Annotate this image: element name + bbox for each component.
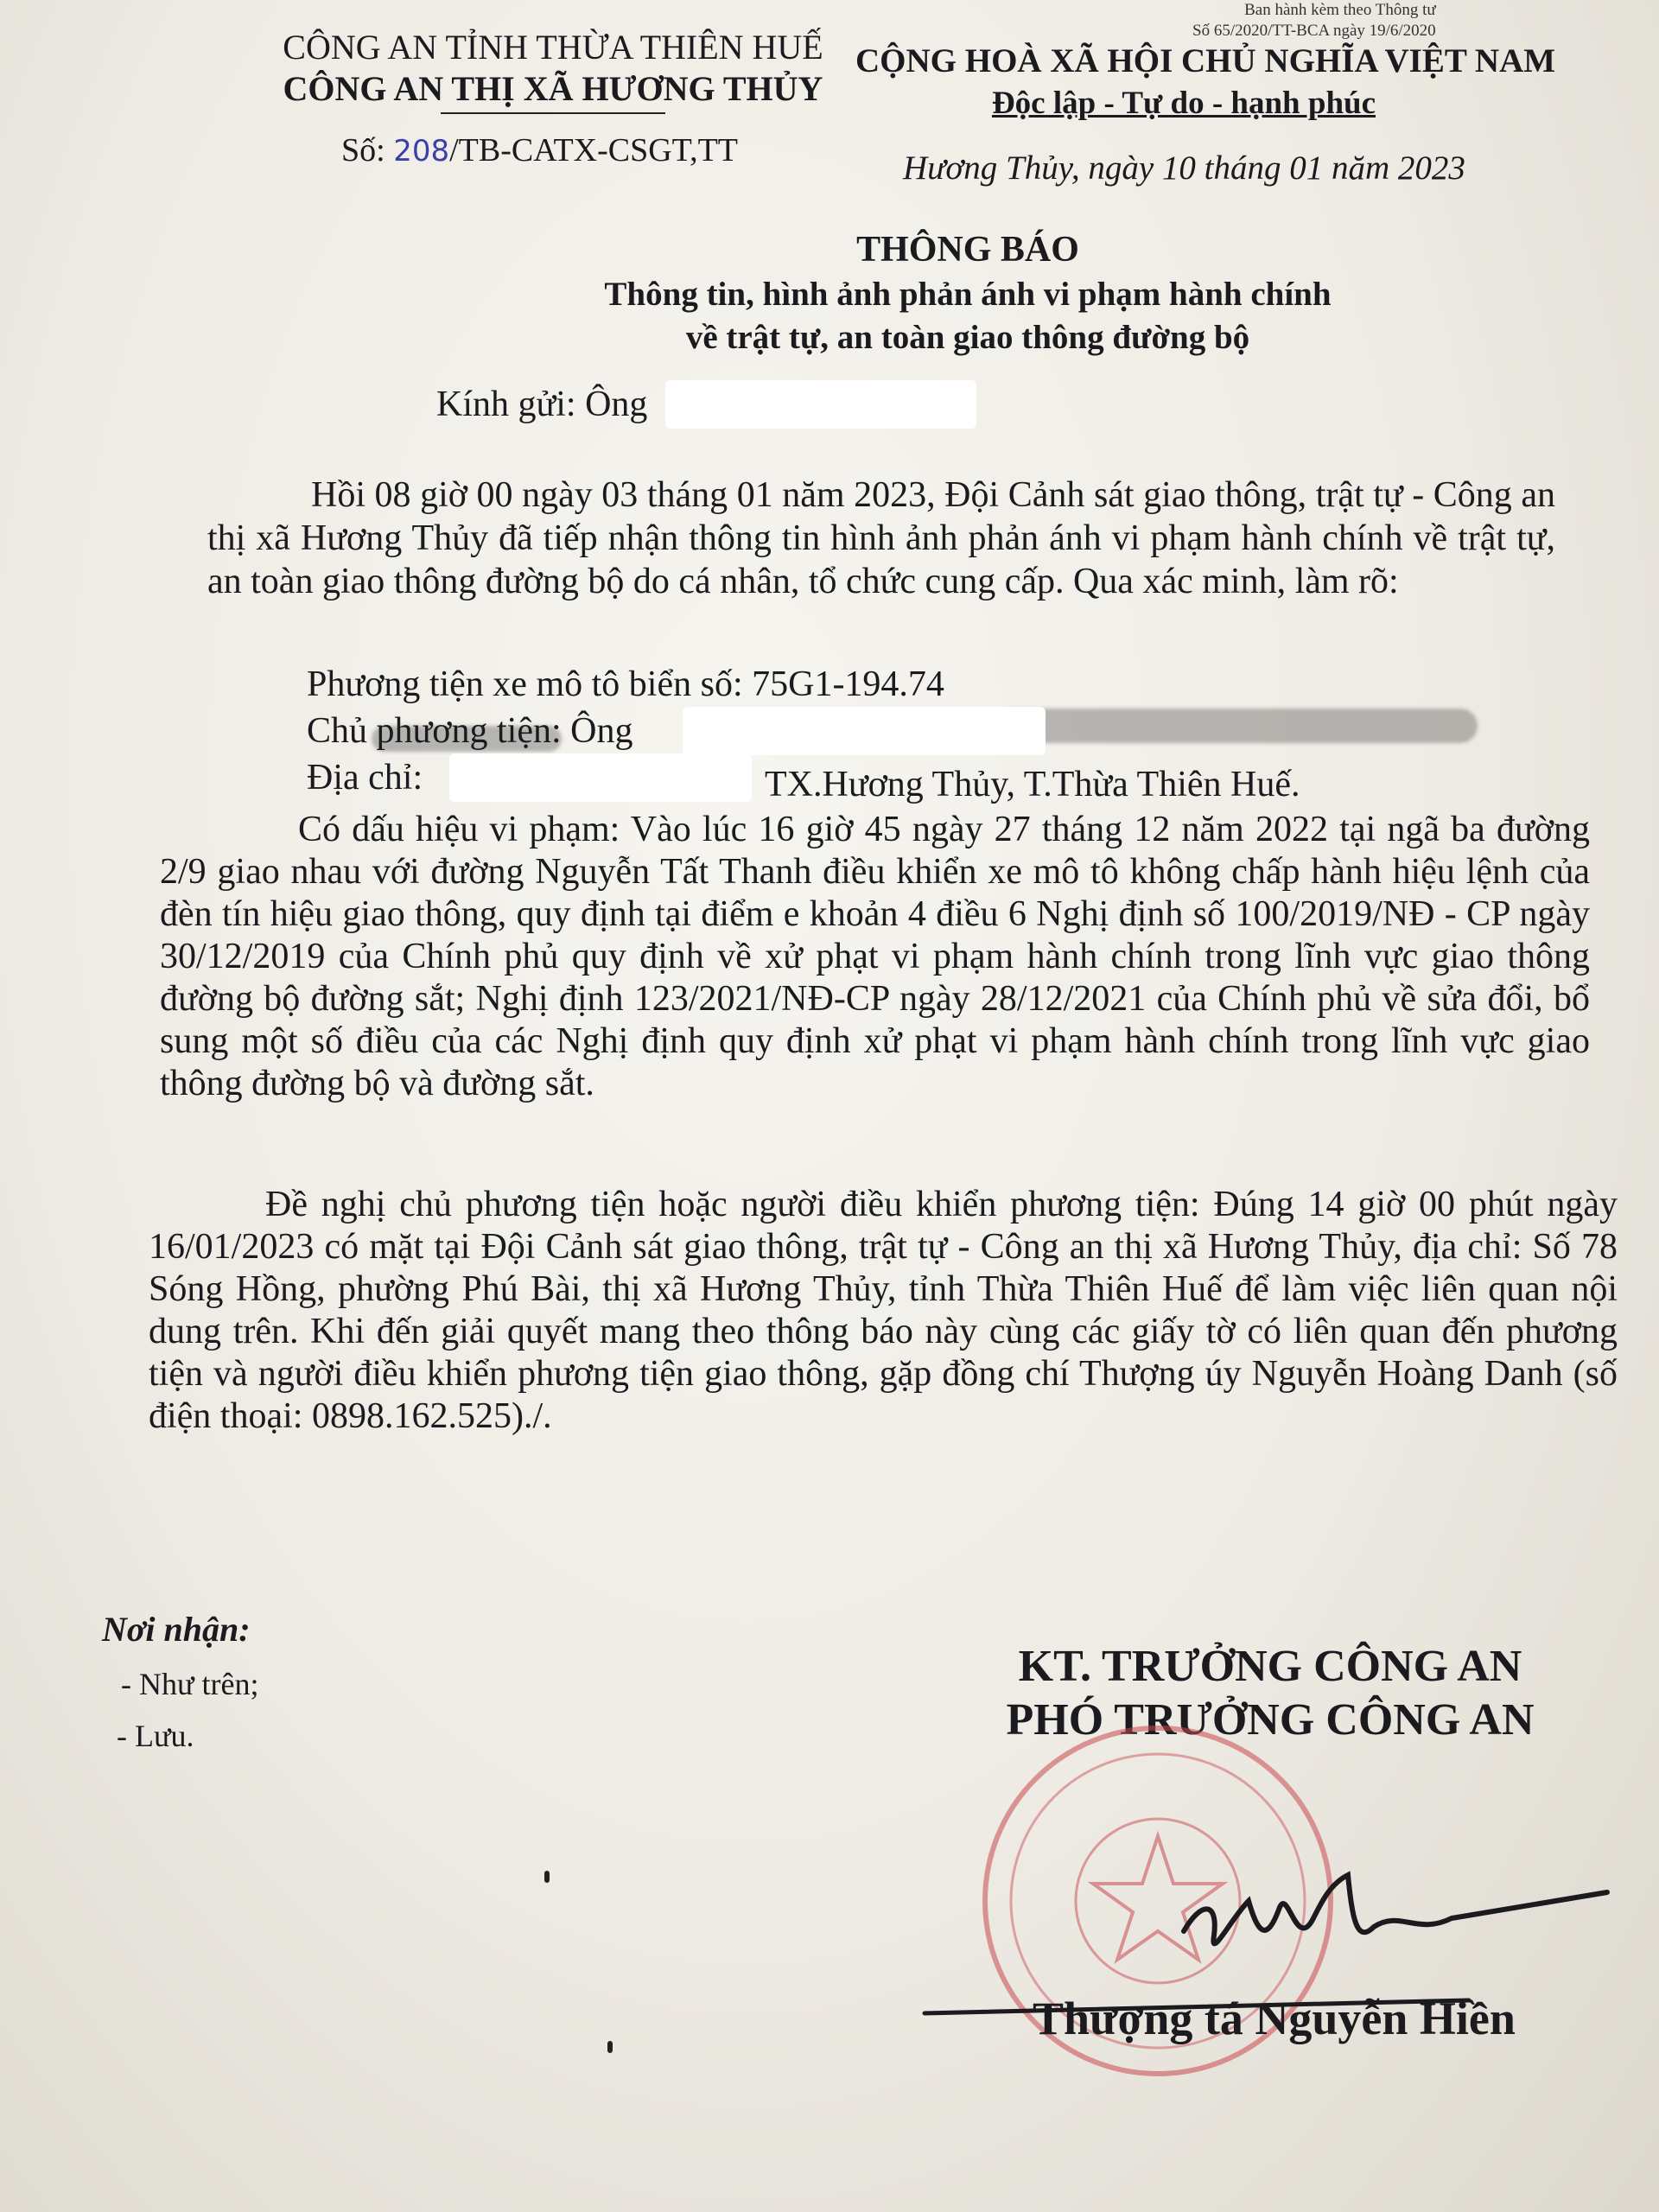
law-note-line1: Ban hành kèm theo Thông tư (1244, 1, 1436, 19)
issuing-authority (259, 28, 847, 114)
recipient-item: - Lưu. (117, 1719, 194, 1753)
redaction-box (683, 707, 1046, 755)
address-label: Địa chỉ: (307, 758, 423, 798)
stray-mark (607, 2041, 613, 2053)
authority-line2: CÔNG AN THỊ XÃ HƯƠNG THỦY (283, 69, 823, 108)
law-reference-note (1192, 0, 1436, 41)
title-sub2: về trật tự, an toàn giao thông đường bộ (685, 319, 1250, 356)
greeting: Kính gửi: Ông (436, 385, 648, 424)
document-title (415, 226, 1521, 359)
signature-title-line1: KT. TRƯỞNG CÔNG AN (1018, 1642, 1522, 1691)
violation-text: Có dấu hiệu vi phạm: Vào lúc 16 giờ 45 ngày 27 tháng 12 năm 2022 tại ngã ba đường 2/9 giao nhau với đường Nguyễn Tất Thanh điều khiển xe mô tô không chấp hành hiệu lệnh của đèn tín hiệu giao thông, quy định tại điểm e khoản 4 điều 6 Nghị định số 100/2019/NĐ - CP ngày 30/12/2019 của Chính phủ quy định về xử phạt vi phạm hành chính trong lĩnh vực giao thông đường bộ đường sắt; Nghị định 123/2021/NĐ-CP ngày 28/12/2021 của Chính phủ về sửa đổi, bổ sung một số điều của các Nghị định quy định xử phạt vi phạm hành chính trong lĩnh vực giao thông đường bộ và đường sắt. (160, 810, 1590, 1103)
authority-underline (441, 112, 665, 114)
signer-name: Thượng tá Nguyễn Hiền (1033, 1993, 1516, 2044)
doc-no-handwritten: 208 (393, 134, 450, 168)
request-paragraph (149, 1184, 1618, 1438)
vehicle-line: Phương tiện xe mô tô biển số: 75G1-194.74 (307, 664, 944, 704)
title-sub1: Thông tin, hình ảnh phản ánh vi phạm hành chính (604, 276, 1332, 313)
redaction-box (665, 380, 976, 429)
signature-title-line2: PHÓ TRƯỞNG CÔNG AN (1006, 1695, 1535, 1745)
country-motto: Độc lập - Tự do - hạnh phúc (991, 86, 1376, 121)
authority-line1: CÔNG AN TỈNH THỪA THIÊN HUẾ (283, 28, 823, 67)
national-header (855, 40, 1556, 124)
doc-no-prefix: Số: (341, 132, 394, 168)
stray-mark (544, 1871, 550, 1883)
violation-paragraph (160, 809, 1590, 1105)
doc-no-suffix: /TB-CATX-CSGT,TT (449, 132, 739, 168)
law-note-line2: Số 65/2020/TT-BCA ngày 19/6/2020 (1192, 22, 1436, 40)
bleed-through-mark (994, 709, 1478, 743)
address-text: TX.Hương Thủy, T.Thừa Thiên Huế. (765, 765, 1300, 804)
owner-line: Chủ phương tiện: Ông (307, 711, 633, 751)
recipients-title: Nơi nhận: (102, 1610, 251, 1649)
redaction-box (449, 753, 752, 802)
document-date: Hương Thủy, ngày 10 tháng 01 năm 2023 (903, 149, 1465, 187)
title-main: THÔNG BÁO (856, 230, 1079, 270)
recipient-item: - Như trên; (121, 1667, 259, 1701)
intro-text: Hồi 08 giờ 00 ngày 03 tháng 01 năm 2023, Đội Cảnh sát giao thông, trật tự - Công an thị xã Hương Thủy đã tiếp nhận thông tin hình ảnh phản ánh vi phạm hành chính về trật tự, an toàn giao thông đường bộ do cá nhân, tổ chức cung cấp. Qua xác minh, làm rõ: (207, 475, 1555, 601)
country-name: CỘNG HOÀ XÃ HỘI CHỦ NGHĨA VIỆT NAM (855, 42, 1556, 79)
document-number (341, 131, 738, 169)
intro-paragraph (207, 474, 1555, 603)
request-text: Đề nghị chủ phương tiện hoặc người điều khiển phương tiện: Đúng 14 giờ 00 phút ngày 16/01/2023 có mặt tại Đội Cảnh sát giao thông, trật tự - Công an thị xã Hương Thủy, địa chỉ: Số 78 Sóng Hồng, phường Phú Bài, thị xã Hương Thủy, tỉnh Thừa Thiên Huế để làm việc liên quan nội dung trên. Khi đến giải quyết mang theo thông báo này cùng các giấy tờ có liên quan đến phương tiện và người điều khiển phương tiện giao thông, gặp đồng chí Thượng úy Nguyễn Hoàng Danh (số điện thoại: 0898.162.525)./. (149, 1185, 1618, 1436)
